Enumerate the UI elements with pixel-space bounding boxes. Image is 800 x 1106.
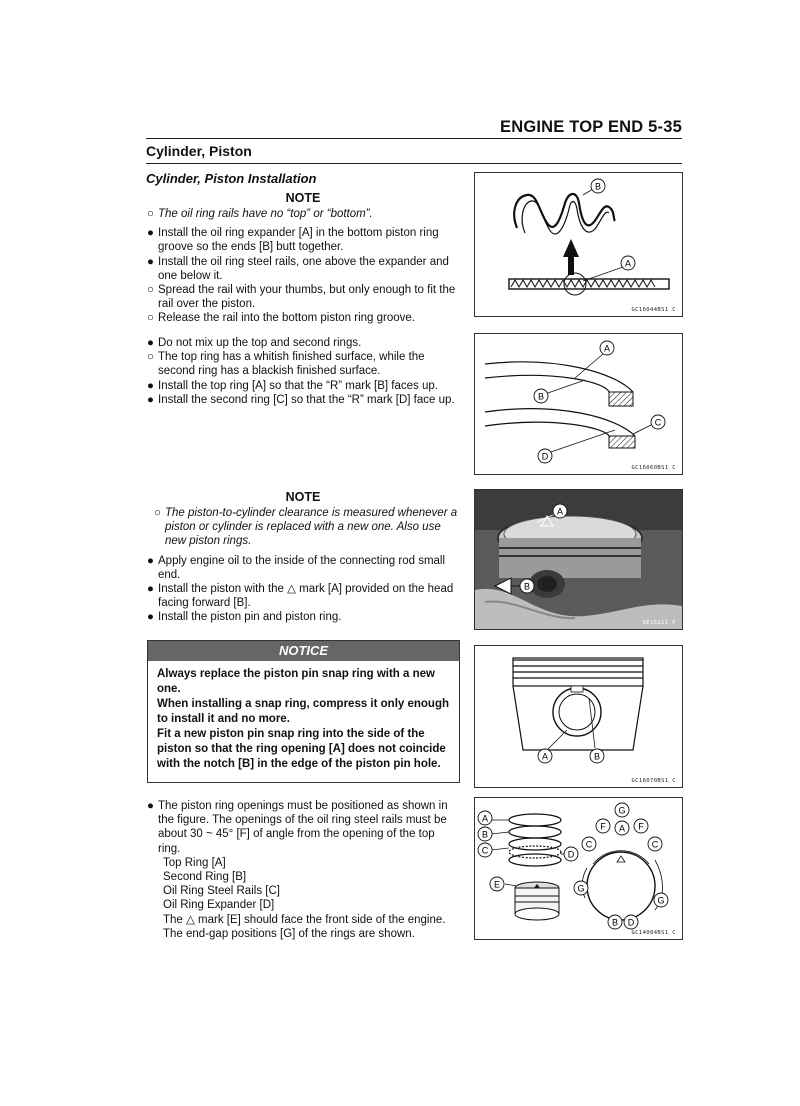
oil-ring-expander-drawing — [475, 173, 682, 316]
figure-piston-rings — [474, 333, 683, 475]
item-text: The oil ring rails have no “top” or “bottom”. — [158, 208, 373, 220]
item-text: Install the second ring [C] so that the “R” mark [D] face up. — [158, 393, 455, 406]
item-marker: ○ — [147, 312, 154, 325]
legend-item: Oil Ring Expander [D] — [163, 899, 275, 912]
item-text: Install the piston with the △ mark [A] provided on the head facing forward [B]. — [158, 583, 454, 610]
notice-line: When installing a snap ring, compress it only enough to install it and no more. — [157, 698, 450, 725]
subsection-title: Cylinder, Piston Installation — [146, 171, 317, 186]
notice-line: Always replace the piston pin snap ring with a new one. — [157, 668, 435, 695]
list-item — [147, 336, 459, 350]
section-rule — [146, 163, 682, 164]
legend-item: Oil Ring Steel Rails [C] — [163, 885, 280, 898]
notice-box — [147, 640, 460, 783]
list-item — [147, 582, 459, 610]
fig5-label-b-bottom: B — [611, 917, 619, 928]
fig2-label-b: B — [537, 391, 545, 402]
fig5-label-c: C — [481, 845, 489, 856]
item-text: The piston ring openings must be positioned as shown in the figure. The openings of the oil ring steel rails must be about 30 ~ 45° [F] of angle from the opening of the top ring. — [158, 800, 448, 855]
figure-code: GE16211 P — [642, 620, 676, 626]
notice-body — [148, 661, 459, 772]
item-marker: ● — [147, 379, 154, 392]
fig5-label-c-left: C — [585, 839, 593, 850]
list-item — [147, 255, 459, 283]
list-item — [147, 554, 459, 582]
legend-item: Second Ring [B] — [163, 871, 247, 884]
piston-rings-drawing — [475, 334, 682, 474]
item-text: Install the oil ring steel rails, one above the expander and one below it. — [158, 255, 449, 282]
figure-code: GC16044BS1 C — [631, 307, 676, 313]
fig5-label-f-right: F — [638, 821, 644, 832]
fig2-label-c: C — [654, 417, 662, 428]
item-text: Do not mix up the top and second rings. — [158, 337, 362, 349]
item-marker: ○ — [147, 351, 154, 364]
item-text: Spread the rail with your thumbs, but only enough to fit the rail over the piston. — [158, 284, 456, 311]
item-text: Install the top ring [A] so that the “R” mark [B] faces up. — [158, 379, 438, 392]
item-marker: ○ — [147, 284, 154, 297]
list-item — [147, 799, 459, 856]
fig5-label-b: B — [481, 829, 489, 840]
piston-photo-drawing — [475, 490, 682, 629]
item-marker: ● — [147, 227, 154, 240]
fig3-label-b: B — [523, 581, 531, 592]
fig2-label-d: D — [541, 451, 549, 462]
fig5-label-g-right: G — [657, 895, 665, 906]
list-item — [147, 610, 459, 624]
item-marker: ○ — [154, 507, 161, 519]
fig3-label-a: A — [556, 506, 564, 517]
oil-ring-instructions — [147, 207, 459, 326]
fig5-label-f: F — [600, 821, 606, 832]
fig5-label-d: D — [567, 849, 575, 860]
fig1-label-a: A — [624, 258, 632, 269]
item-marker: ● — [147, 554, 154, 567]
item-text: The piston-to-cylinder clearance is measured whenever a piston or cylinder is replaced with a new one. Also use new piston rings. — [165, 507, 458, 548]
figure-ring-openings — [474, 797, 683, 940]
header-rule — [146, 138, 682, 139]
piston-instructions — [147, 506, 459, 625]
item-marker: ● — [147, 393, 154, 406]
figure-code: GC16060BS1 C — [631, 465, 676, 471]
fig5-label-a: A — [481, 813, 489, 824]
figure-code: GC16070BS1 C — [631, 778, 676, 784]
list-item — [147, 379, 459, 393]
figure-piston-photo — [474, 489, 683, 630]
item-marker: ● — [147, 583, 154, 596]
item-text: Install the piston pin and piston ring. — [158, 611, 342, 624]
fig4-label-b: B — [593, 751, 601, 762]
page-header-title: ENGINE TOP END 5-35 — [500, 118, 682, 136]
ring-openings-instructions — [147, 799, 459, 941]
list-item — [147, 207, 459, 221]
item-text: Release the rail into the bottom piston ring groove. — [158, 312, 415, 325]
item-text: The top ring has a whitish finished surface, while the second ring has a blackish finished surface. — [158, 351, 425, 378]
ring-openings-drawing — [475, 798, 682, 939]
fig5-label-g-left: G — [577, 883, 585, 894]
legend-item: The △ mark [E] should face the front side of the engine. — [163, 913, 446, 926]
fig1-label-b: B — [594, 181, 602, 192]
item-marker: ● — [147, 800, 154, 812]
item-marker: ● — [147, 611, 154, 624]
list-item — [147, 283, 459, 311]
note-heading-2: NOTE — [285, 490, 321, 504]
fig5-label-g: G — [618, 805, 626, 816]
fig4-label-a: A — [541, 751, 549, 762]
item-marker: ● — [147, 337, 154, 349]
section-title: Cylinder, Piston — [146, 143, 252, 159]
fig2-label-a: A — [603, 343, 611, 354]
list-item — [147, 226, 459, 254]
fig5-label-a-top: A — [618, 823, 626, 834]
list-item — [147, 311, 459, 325]
figure-code: GC14084BS1 C — [631, 930, 676, 936]
legend-item: Top Ring [A] — [163, 856, 226, 869]
fig5-label-d-bottom: D — [627, 917, 635, 928]
figure-oil-ring-expander — [474, 172, 683, 317]
snap-ring-drawing — [475, 646, 682, 787]
notice-line: Fit a new piston pin snap ring into the side of the piston so that the ring opening [A] does not coincide with the notch [B] in the edge of the piston pin hole. — [157, 728, 446, 770]
fig5-label-c-right: C — [651, 839, 659, 850]
item-text: Install the oil ring expander [A] in the bottom piston ring groove so the ends [B] butt together. — [158, 227, 439, 254]
list-item — [154, 506, 459, 549]
list-item — [147, 350, 459, 378]
figure-snap-ring — [474, 645, 683, 788]
legend-item: The end-gap positions [G] of the rings are shown. — [163, 927, 415, 940]
item-marker: ● — [147, 255, 154, 268]
list-item — [147, 393, 459, 407]
notice-heading: NOTICE — [148, 641, 459, 661]
item-text: Apply engine oil to the inside of the connecting rod small end. — [158, 554, 446, 581]
ring-instructions — [147, 336, 459, 407]
item-marker: ○ — [147, 208, 154, 220]
note-heading-1: NOTE — [285, 191, 321, 205]
fig5-label-e: E — [493, 879, 501, 890]
